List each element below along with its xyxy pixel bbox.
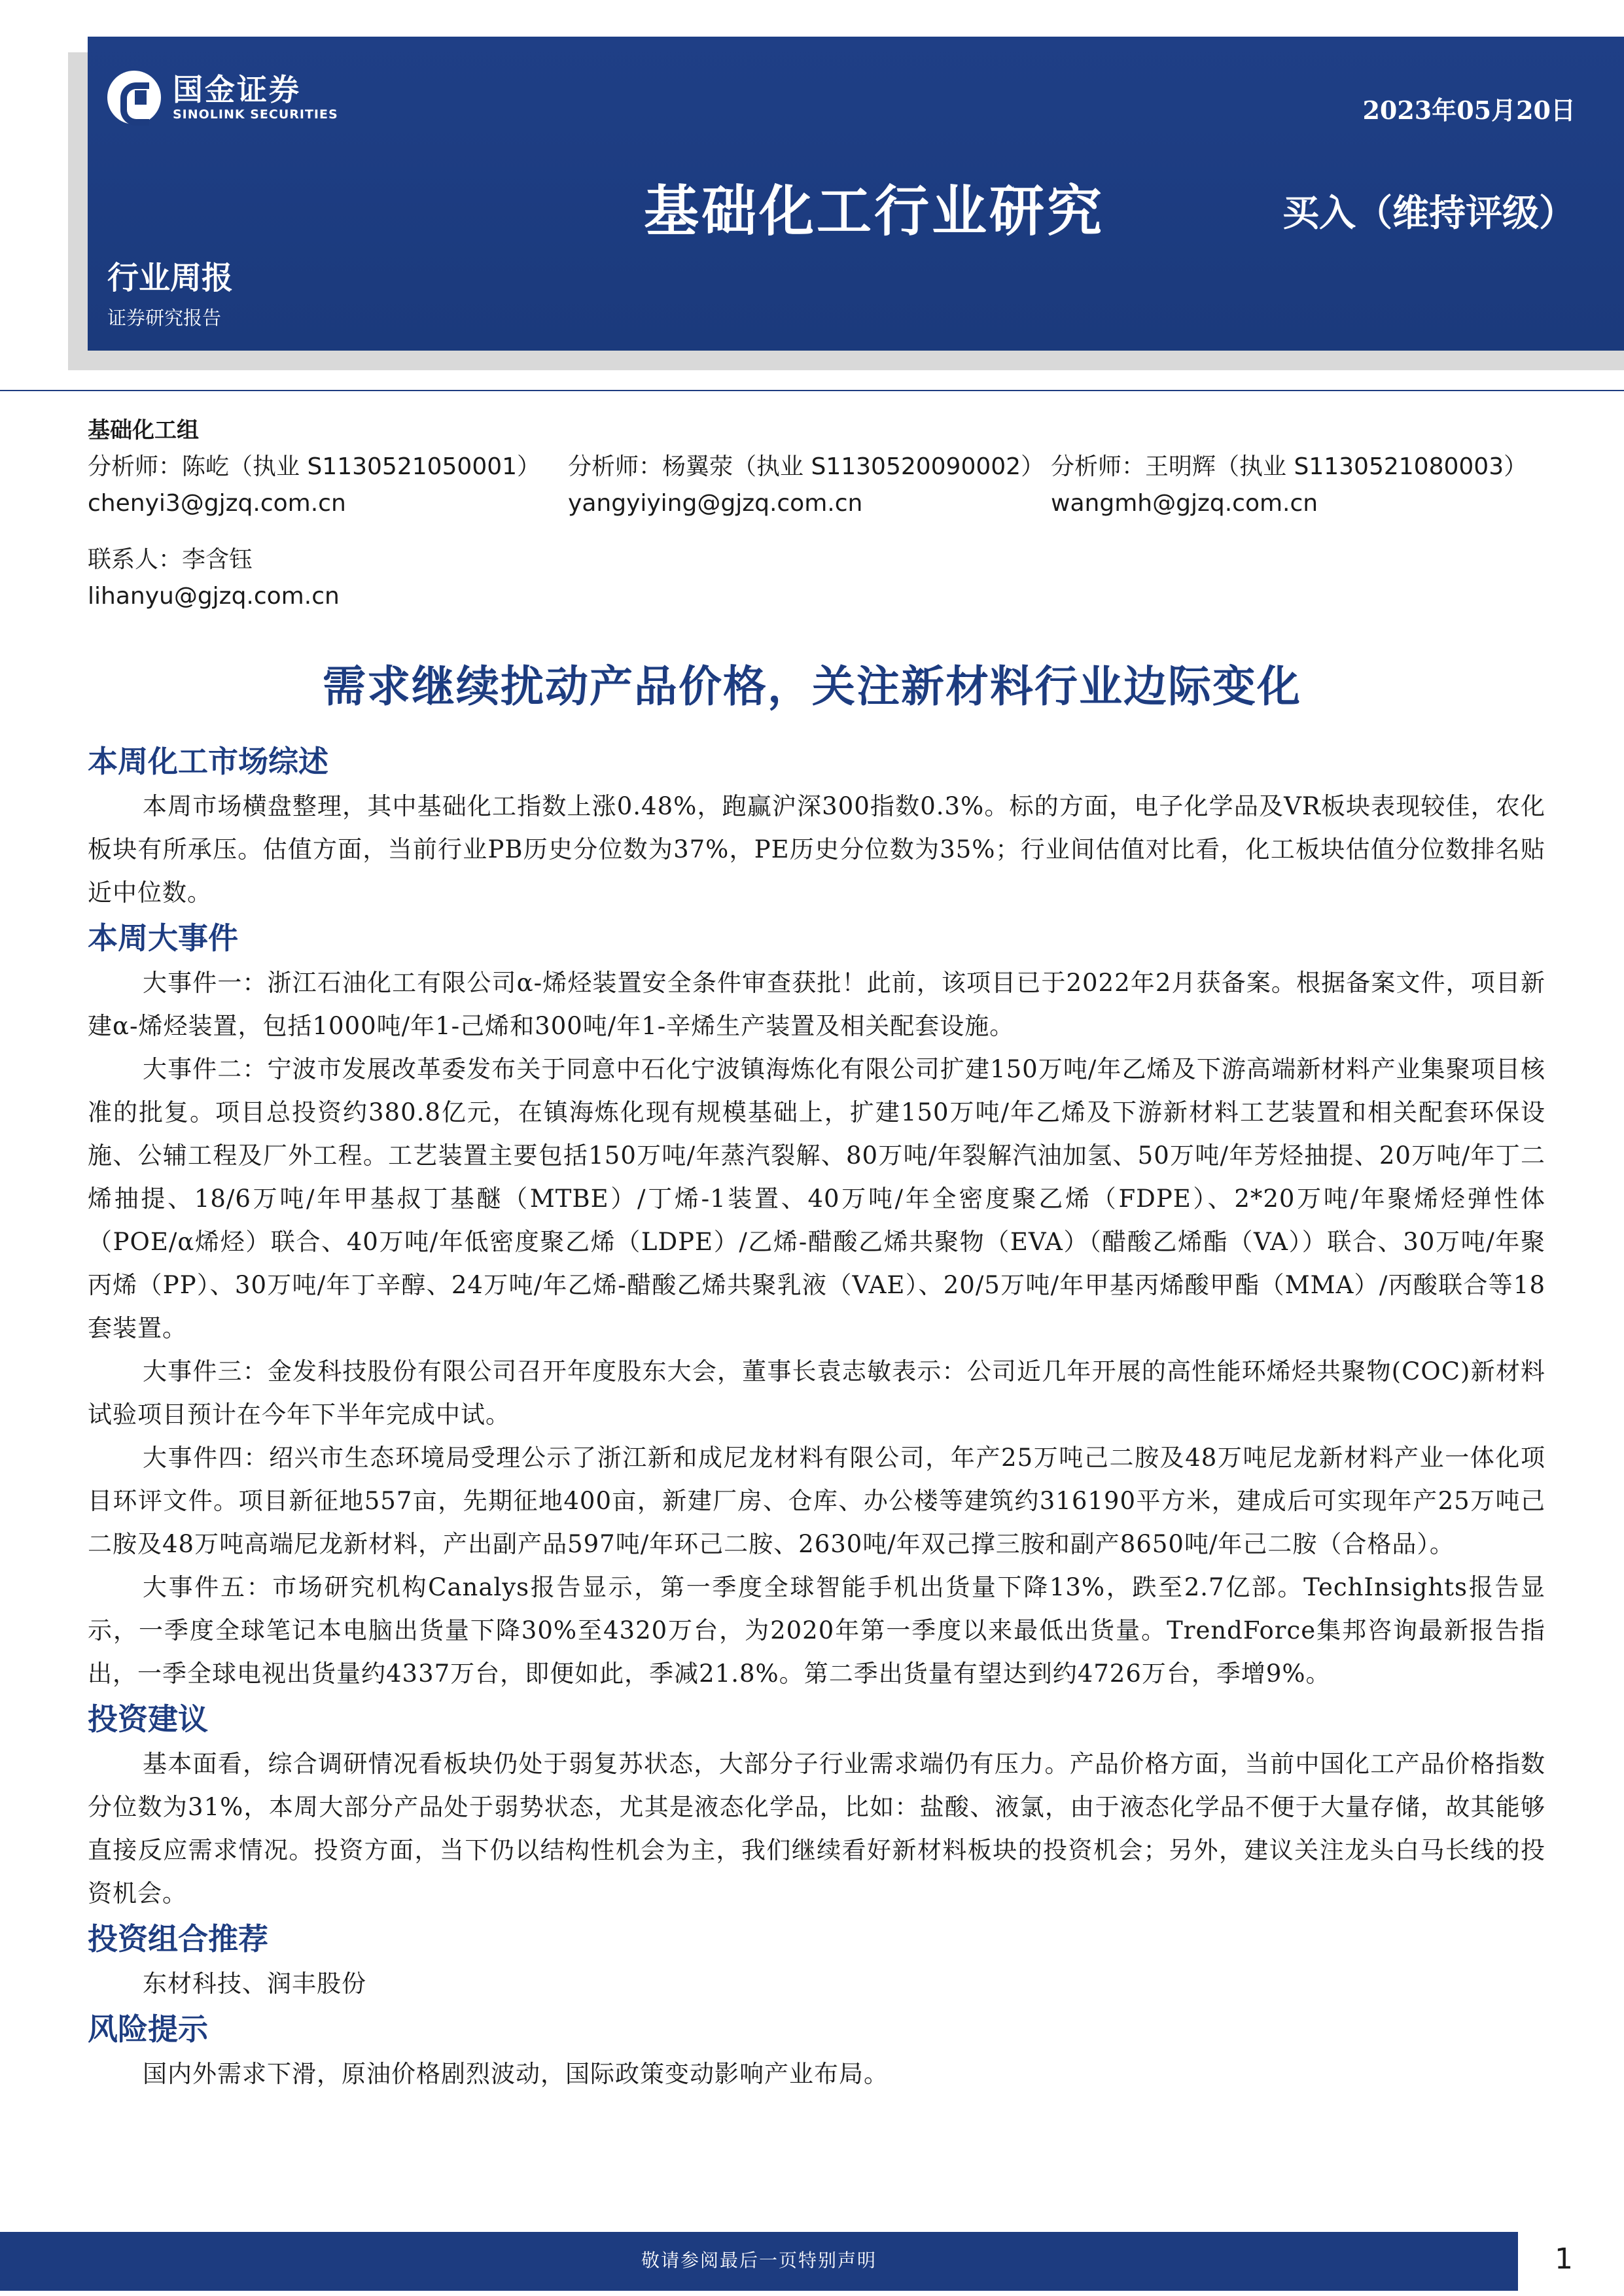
section-heading-investment-advice: 投资建议: [88, 1701, 208, 1737]
section-heading-portfolio: 投资组合推荐: [88, 1921, 268, 1957]
article-body: [88, 738, 1545, 2096]
report-header: [88, 37, 1624, 351]
analyst-3-email[interactable]: wangmh@gjzq.com.cn: [1051, 490, 1318, 517]
paragraph: 东材科技、润丰股份: [143, 1970, 366, 1998]
analyst-block: [88, 412, 1547, 615]
page-number: 1: [1555, 2242, 1573, 2276]
paragraph: 大事件二：宁波市发展改革委发布关于同意中石化宁波镇海炼化有限公司扩建150万吨/年乙烯及下游高端新材料产业集聚项目核准的批复。项目总投资约380.8亿元，在镇海炼化现有规模基础上，扩建150万吨/年乙烯及下游新材料工艺装置和相关配套环保设施、公辅工程及厂外工程。工艺装置主要包括150万吨/年蒸汽裂解、80万吨/年裂解汽油加氢、50万吨/年芳烃抽提、20万吨/年丁二烯抽提、18/6万吨/年甲基叔丁基醚（MTBE）/丁烯-1装置、40万吨/年全密度聚乙烯（FDPE）、2*20万吨/年聚烯烃弹性体（POE/α烯烃）联合、40万吨/年低密度聚乙烯（LDPE）/乙烯-醋酸乙烯共聚物（EVA）（醋酸乙烯酯（VA））联合、30万吨/年聚丙烯（PP）、30万吨/年丁辛醇、24万吨/年乙烯-醋酸乙烯共聚乳液（VAE）、20/5万吨/年甲基丙烯酸甲酯（MMA）/丙酸联合等18套装置。: [88, 1055, 1545, 1342]
analyst-3-name: 分析师：王明辉（执业 S1130521080003）: [1051, 453, 1528, 480]
footer-disclaimer[interactable]: 敬请参阅最后一页特别声明: [641, 2250, 877, 2271]
company-logo: [107, 71, 338, 124]
header-divider: [0, 390, 1624, 391]
section-heading-risk: 风险提示: [88, 2011, 208, 2047]
report-date: 2023年05月20日: [1362, 96, 1576, 125]
analyst-1-email[interactable]: chenyi3@gjzq.com.cn: [88, 490, 346, 517]
paragraph: 本周市场横盘整理，其中基础化工指数上涨0.48%，跑赢沪深300指数0.3%。标的方面，电子化学品及VR板块表现较佳，农化板块有所承压。估值方面，当前行业PB历史分位数为37%，PE历史分位数为35%；行业间估值对比看，化工板块估值分位数排名贴近中位数。: [88, 792, 1545, 907]
contact-email[interactable]: lihanyu@gjzq.com.cn: [88, 583, 340, 610]
rating-label: 买入（维持评级）: [1282, 192, 1576, 235]
analyst-emails-row: [88, 485, 1547, 522]
analyst-2-name: 分析师：杨翼荥（执业 S1130520090002）: [568, 453, 1045, 480]
article-title: 需求继续扰动产品价格，关注新材料行业边际变化: [323, 661, 1301, 712]
report-subtype: 证券研究报告: [107, 307, 222, 329]
paragraph: 国内外需求下滑，原油价格剧烈波动，国际政策变动影响产业布局。: [143, 2060, 889, 2088]
report-type: 行业周报: [107, 260, 234, 296]
paragraph: 大事件五：市场研究机构Canalys报告显示，第一季度全球智能手机出货量下降13%，跌至2.7亿部。TechInsights报告显示，一季度全球笔记本电脑出货量下降30%至4320万台，为2020年第一季度以来最低出货量。TrendForce集邦咨询最新报告指出，一季全球电视出货量约4337万台，即便如此，季减21.8%。第二季出货量有望达到约4726万台，季增9%。: [88, 1573, 1545, 1688]
report-title: 基础化工行业研究: [644, 179, 1105, 243]
paragraph: 大事件三：金发科技股份有限公司召开年度股东大会，董事长袁志敏表示：公司近几年开展的高性能环烯烃共聚物(COC)新材料试验项目预计在今年下半年完成中试。: [88, 1357, 1545, 1429]
analyst-names-row: [88, 449, 1547, 485]
section-heading-major-events: 本周大事件: [88, 920, 238, 956]
analyst-2-email[interactable]: yangyiying@gjzq.com.cn: [568, 490, 863, 517]
analyst-1-name: 分析师：陈屹（执业 S1130521050001）: [88, 453, 541, 480]
logo-name-cn: 国金证券: [173, 72, 301, 107]
logo-name-en: SINOLINK SECURITIES: [173, 107, 338, 122]
contact-name: 联系人：李含钰: [88, 546, 253, 573]
section-heading-market-review: 本周化工市场综述: [88, 744, 328, 779]
analyst-group: 基础化工组: [88, 417, 199, 444]
paragraph: 大事件四：绍兴市生态环境局受理公示了浙江新和成尼龙材料有限公司，年产25万吨己二胺及48万吨尼龙新材料产业一体化项目环评文件。项目新征地557亩，先期征地400亩，新建厂房、仓库、办公楼等建筑约316190平方米，建成后可实现年产25万吨己二胺及48万吨高端尼龙新材料，产出副产品597吨/年环己二胺、2630吨/年双己撑三胺和副产8650吨/年己二胺（合格品）。: [88, 1444, 1545, 1558]
logo-icon: [107, 71, 161, 124]
paragraph: 基本面看，综合调研情况看板块仍处于弱复苏状态，大部分子行业需求端仍有压力。产品价格方面，当前中国化工产品价格指数分位数为31%，本周大部分产品处于弱势状态，尤其是液态化学品，比如：盐酸、液氯，由于液态化学品不便于大量存储，故其能够直接反应需求情况。投资方面，当下仍以结构性机会为主，我们继续看好新材料板块的投资机会；另外，建议关注龙头白马长线的投资机会。: [88, 1750, 1545, 1907]
paragraph: 大事件一：浙江石油化工有限公司α-烯烃装置安全条件审查获批！此前，该项目已于2022年2月获备案。根据备案文件，项目新建α-烯烃装置，包括1000吨/年1-己烯和300吨/年1-辛烯生产装置及相关配套设施。: [88, 969, 1545, 1040]
